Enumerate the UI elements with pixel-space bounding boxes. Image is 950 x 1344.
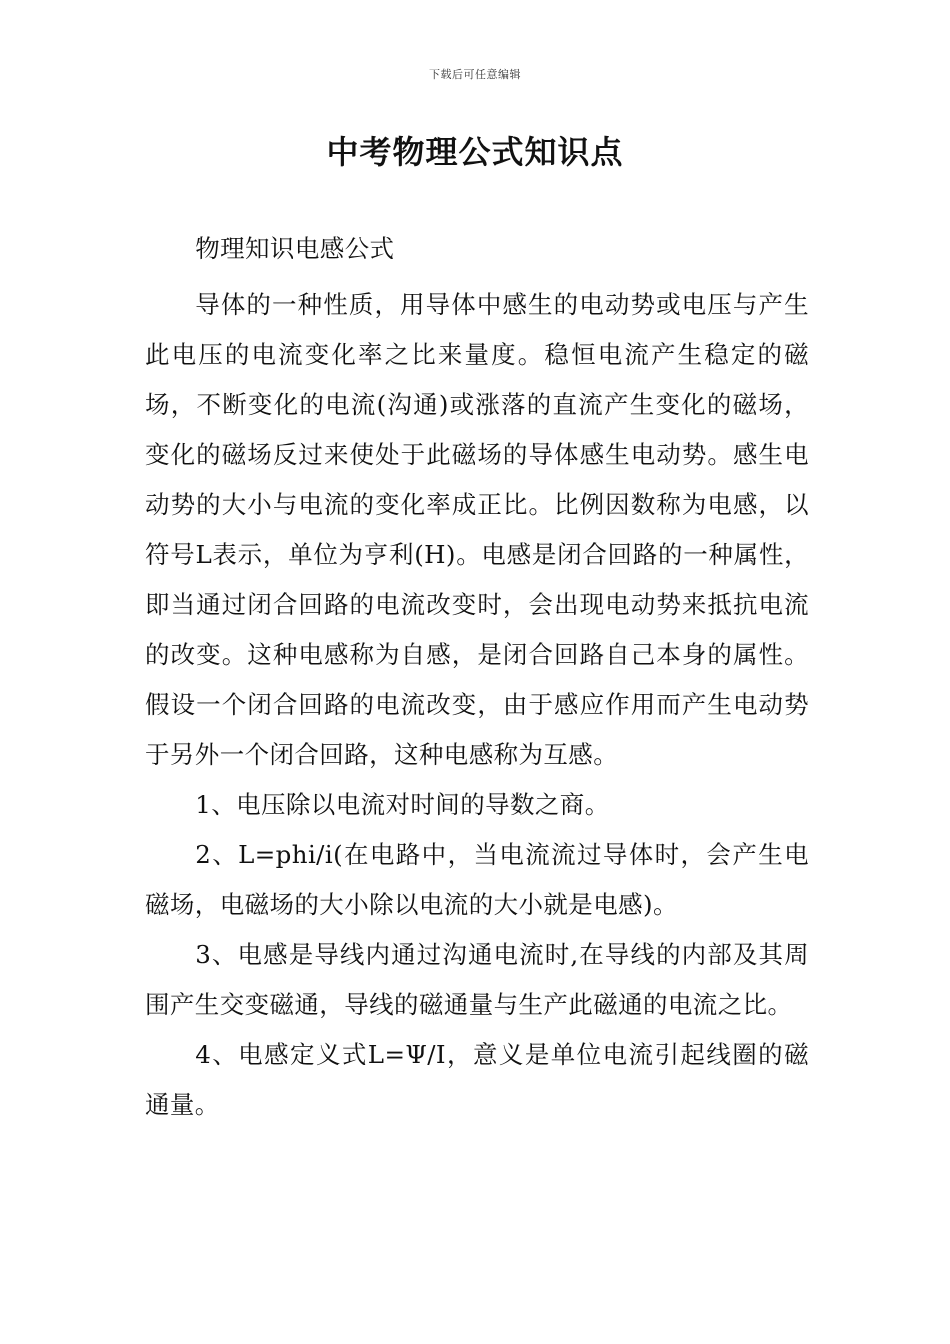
paragraph-item-4: 4、电感定义式L=Ψ/I，意义是单位电流引起线圈的磁通量。 [145,1040,809,1119]
paragraph-item-2: 2、L=phi/i(在电路中，当电流流过导体时，会产生电磁场，电磁场的大小除以电流的大小就是电感)。 [145,840,809,919]
paragraph-item-1: 1、电压除以电流对时间的导数之商。 [195,790,610,819]
section-heading: 物理知识电感公式 [195,234,395,263]
page-title: 中考物理公式知识点 [326,133,624,171]
paragraph-definition: 导体的一种性质，用导体中感生的电动势或电压与产生此电压的电流变化率之比来量度。稳恒电流产生稳定的磁场，不断变化的电流(沟通)或涨落的直流产生变化的磁场，变化的磁场反过来使处于此磁场的导体感生电动势。感生电动势的大小与电流的变化率成正比。比例因数称为电感，以符号L表示，单位为亨利(H)。电感是闭合回路的一种属性，即当通过闭合回路的电流改变时，会出现电动势来抵抗电流的改变。这种电感称为自感，是闭合回路自己本身的属性。假设一个闭合回路的电流改变，由于感应作用而产生电动势于另外一个闭合回路，这种电感称为互感。 [145,290,809,769]
document-body [145,224,809,1130]
paragraph-item-3: 3、电感是导线内通过沟通电流时,在导线的内部及其周围产生交变磁通，导线的磁通量与生产此磁通的电流之比。 [145,940,809,1019]
header-note: 下载后可任意编辑 [429,68,521,81]
